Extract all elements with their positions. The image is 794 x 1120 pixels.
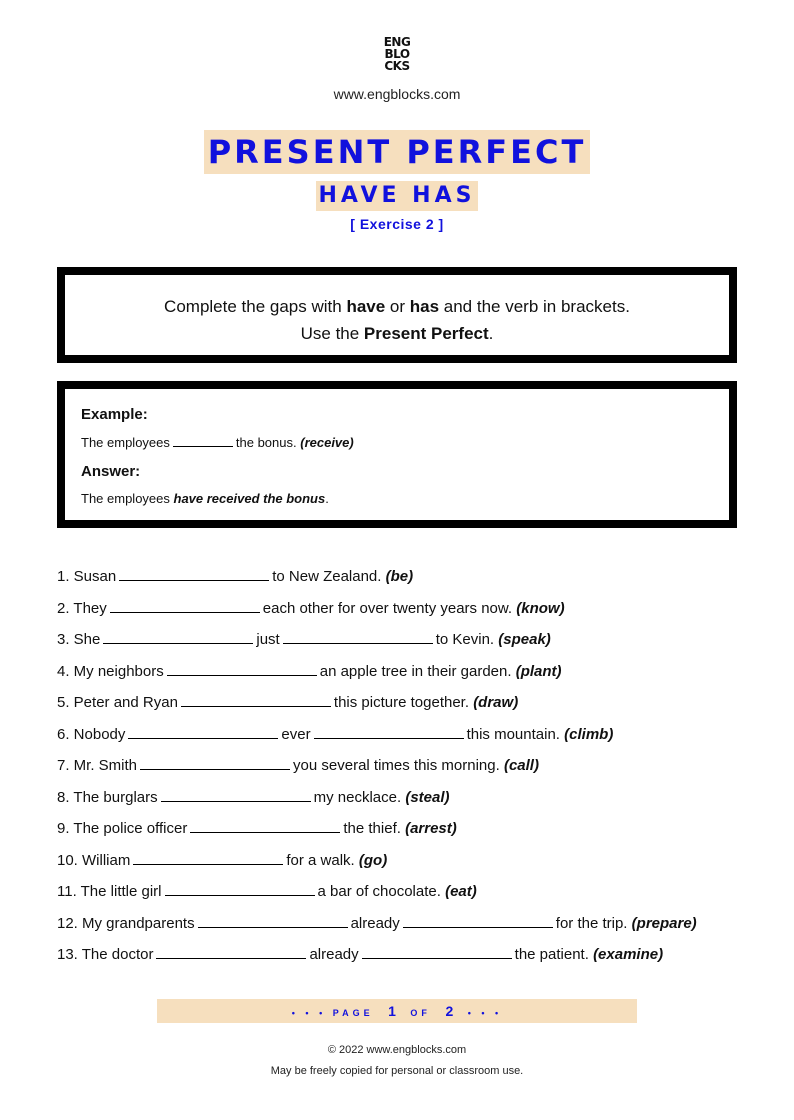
item-text: already (309, 946, 359, 963)
answer-blank[interactable] (156, 944, 306, 959)
item-text: 7. Mr. Smith (57, 757, 138, 774)
item-text: my necklace. (313, 788, 402, 806)
item-text: already (350, 914, 400, 932)
exercise-item (57, 850, 737, 882)
example-heading: Example: (81, 406, 148, 423)
item-verb: (eat) (445, 883, 477, 900)
exercise-item (57, 755, 737, 787)
instructions-text: Complete the gaps with (164, 297, 347, 316)
exercise-tag: [ Exercise 2 ] (350, 216, 444, 232)
copyright: © 2022 www.engblocks.com (327, 1044, 467, 1056)
item-text: 10. William (57, 851, 131, 869)
item-text: 8. The burglars (57, 788, 158, 806)
item-verb: (plant) (515, 662, 562, 680)
exercise-item (57, 661, 737, 693)
item-verb: (be) (385, 568, 414, 585)
answer-blank[interactable] (314, 724, 464, 739)
exercise-item (57, 566, 737, 598)
item-text: the patient. (514, 946, 589, 963)
item-text: each other for over twenty years now. (262, 599, 513, 617)
exercise-item (57, 818, 737, 850)
answer-blank[interactable] (161, 787, 311, 802)
instructions-line-2 (65, 320, 729, 347)
answer-blank[interactable] (119, 566, 269, 581)
item-text: this mountain. (466, 725, 560, 743)
exercise-item (57, 787, 737, 819)
answer-blank[interactable] (190, 818, 340, 833)
item-text: 5. Peter and Ryan (57, 694, 178, 711)
item-text: a bar of chocolate. (317, 883, 441, 900)
item-text: 11. The little girl (57, 883, 162, 900)
answer-text: The employees (81, 491, 174, 506)
item-verb: (call) (503, 757, 539, 774)
item-text: the thief. (343, 820, 401, 837)
item-text: 1. Susan (57, 568, 117, 585)
page-word: PAGE (332, 1008, 374, 1018)
answer-blank[interactable] (133, 850, 283, 865)
engblocks-logo (0, 36, 794, 72)
page-dots: • • • (467, 1008, 503, 1018)
answer-blank[interactable] (128, 724, 278, 739)
item-text: to New Zealand. (272, 568, 382, 585)
instructions-text: . (488, 324, 494, 343)
example-box (57, 381, 737, 528)
example-verb: (receive) (300, 435, 354, 450)
item-text: for a walk. (286, 851, 355, 869)
instructions-text: Use the (300, 324, 364, 343)
example-text: the bonus. (235, 435, 297, 450)
item-text: for the trip. (555, 914, 628, 932)
total-pages: 2 (445, 1003, 454, 1019)
exercise-item (57, 598, 737, 630)
page-title: PRESENT PERFECT (204, 130, 591, 174)
page-subtitle: HAVE HAS (316, 181, 479, 211)
answer-blank[interactable] (403, 913, 553, 928)
item-text: 2. They (57, 599, 107, 617)
instructions-bold: Present Perfect (363, 324, 489, 343)
item-verb: (speak) (498, 631, 551, 648)
item-verb: (steal) (405, 788, 450, 806)
instructions-text: and the verb in brackets. (439, 297, 630, 316)
answer-blank[interactable] (181, 692, 331, 707)
exercise-item (57, 692, 737, 724)
example-sentence (81, 434, 729, 451)
instructions-text: or (385, 297, 410, 316)
answer-text: . (325, 491, 329, 506)
item-text: 3. She (57, 631, 101, 648)
item-text: 4. My neighbors (57, 662, 164, 680)
item-text: an apple tree in their garden. (319, 662, 512, 680)
page-dots: • • • (291, 1008, 327, 1018)
instructions-line-1 (65, 293, 729, 320)
item-verb: (know) (516, 599, 565, 617)
answer-heading: Answer: (81, 463, 141, 480)
answer-blank[interactable] (283, 629, 433, 644)
exercise-item (57, 944, 737, 976)
item-verb: (arrest) (405, 820, 457, 837)
item-text: just (256, 631, 280, 648)
answer-sentence (81, 491, 729, 507)
license-note: May be freely copied for personal or classroom use. (270, 1065, 524, 1077)
answer-blank[interactable] (165, 881, 315, 896)
example-blank (173, 434, 233, 447)
answer-blank[interactable] (167, 661, 317, 676)
exercise-item (57, 629, 737, 661)
item-text: to Kevin. (435, 631, 495, 648)
answer-blank[interactable] (140, 755, 290, 770)
item-text: 9. The police officer (57, 820, 188, 837)
example-text: The employees (81, 435, 170, 450)
page-indicator (157, 999, 637, 1023)
instructions-bold: has (409, 297, 440, 316)
exercise-item (57, 724, 737, 756)
of-word: OF (410, 1008, 431, 1018)
answer-blank[interactable] (362, 944, 512, 959)
item-verb: (draw) (473, 694, 519, 711)
exercise-item (57, 913, 737, 945)
current-page: 1 (388, 1003, 396, 1019)
item-verb: (climb) (564, 725, 614, 743)
item-text: you several times this morning. (293, 757, 500, 774)
answer-filled: have received the bonus (173, 491, 326, 506)
answer-blank[interactable] (103, 629, 253, 644)
item-text: 12. My grandparents (57, 914, 195, 932)
logo-line: ENG (383, 35, 411, 49)
instructions-bold: have (346, 297, 386, 316)
answer-blank[interactable] (198, 913, 348, 928)
item-text: ever (281, 725, 311, 743)
exercise-list (57, 566, 737, 976)
exercise-item (57, 881, 737, 913)
item-verb: (go) (358, 851, 388, 869)
item-text: this picture together. (333, 694, 470, 711)
answer-blank[interactable] (110, 598, 260, 613)
item-verb: (examine) (593, 946, 664, 963)
item-text: 6. Nobody (57, 725, 126, 743)
instructions-box (57, 267, 737, 363)
item-text: 13. The doctor (57, 946, 154, 963)
logo-line: BLO (384, 47, 410, 61)
logo-line: CKS (384, 59, 410, 73)
item-verb: (prepare) (631, 914, 697, 932)
site-url[interactable]: www.engblocks.com (333, 86, 461, 102)
